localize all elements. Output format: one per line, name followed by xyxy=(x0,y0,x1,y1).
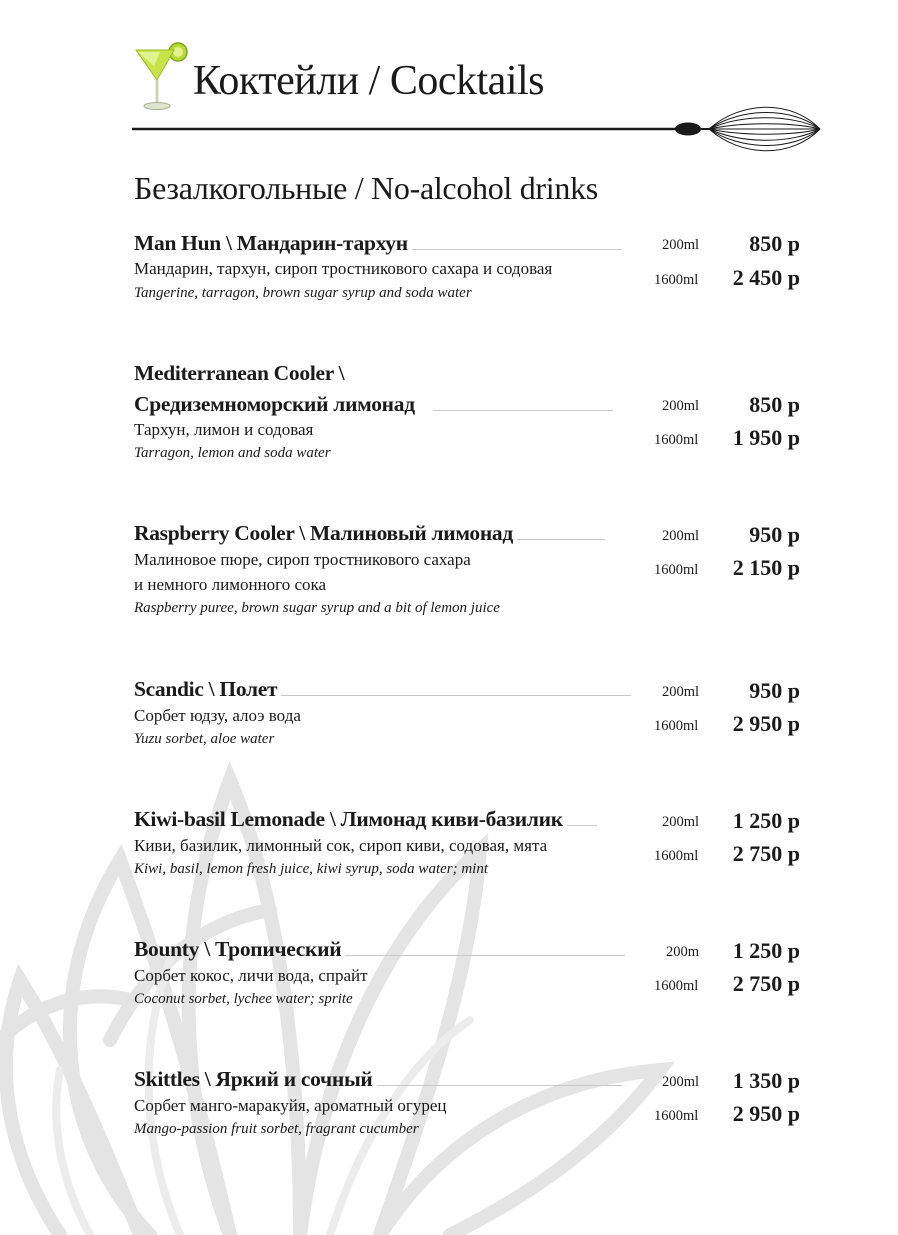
description-en: Kiwi, basil, lemon fresh juice, kiwi syrup, soda water; mint xyxy=(134,861,489,877)
price-small: 950 р xyxy=(749,678,800,703)
item-name: Skittles \ Яркий и сочный xyxy=(134,1067,373,1091)
description-en: Raspberry puree, brown sugar syrup and a bit of lemon juice xyxy=(134,600,500,616)
dotted-leader xyxy=(517,539,605,540)
description-ru: Малиновое пюре, сироп тростникового сахара xyxy=(134,550,471,569)
price-small: 1 350 р xyxy=(732,1068,800,1093)
item-name: Man Hun \ Мандарин-тархун xyxy=(134,231,408,255)
whisk-icon xyxy=(675,107,820,151)
description-en: Tarragon, lemon and soda water xyxy=(134,445,331,461)
whisk-divider xyxy=(132,104,822,154)
price-small: 850 р xyxy=(749,392,800,417)
volume-small: 200ml xyxy=(662,1074,700,1090)
page-title: Коктейли / Cocktails xyxy=(193,58,544,104)
item-name-line1: Mediterranean Cooler \ xyxy=(134,361,345,385)
price-small: 1 250 р xyxy=(732,938,800,963)
dotted-leader xyxy=(345,955,625,956)
description-en: Coconut sorbet, lychee water; sprite xyxy=(134,991,353,1007)
description-ru: Сорбет юдзу, алоэ вода xyxy=(134,706,301,725)
volume-large: 1600ml xyxy=(654,978,699,994)
price-large: 2 750 р xyxy=(732,971,800,996)
price-large: 2 950 р xyxy=(732,1101,800,1126)
volume-small: 200m xyxy=(666,944,700,960)
description-ru: Мандарин, тархун, сироп тростникового сахара и содовая xyxy=(134,259,553,278)
dotted-leader xyxy=(433,410,613,411)
dotted-leader xyxy=(567,825,597,826)
section-title: Безалкогольные / No-alcohol drinks xyxy=(134,170,598,206)
item-name: Средиземноморский лимонад xyxy=(134,392,415,416)
price-large: 1 950 р xyxy=(732,425,800,450)
description-en: Mango-passion fruit sorbet, fragrant cucumber xyxy=(134,1121,419,1137)
dotted-leader xyxy=(281,695,631,696)
price-small: 950 р xyxy=(749,522,800,547)
item-name: Bounty \ Тропический xyxy=(134,937,342,961)
description-ru: Тархун, лимон и содовая xyxy=(134,420,314,439)
volume-large: 1600ml xyxy=(654,562,699,578)
volume-large: 1600ml xyxy=(654,718,699,734)
price-large: 2 150 р xyxy=(732,555,800,580)
volume-small: 200ml xyxy=(662,684,700,700)
price-small: 850 р xyxy=(749,231,800,256)
volume-small: 200ml xyxy=(662,398,700,414)
volume-large: 1600ml xyxy=(654,272,699,288)
description-ru-line2: и немного лимонного сока xyxy=(134,575,327,594)
price-large: 2 750 р xyxy=(732,841,800,866)
volume-large: 1600ml xyxy=(654,432,699,448)
dotted-leader xyxy=(377,1085,622,1086)
volume-large: 1600ml xyxy=(654,1108,699,1124)
volume-large: 1600ml xyxy=(654,848,699,864)
price-large: 2 450 р xyxy=(732,265,800,290)
dotted-leader xyxy=(412,249,622,250)
description-ru: Сорбет кокос, личи вода, спрайт xyxy=(134,966,368,985)
cocktail-glass-icon xyxy=(130,40,188,114)
price-small: 1 250 р xyxy=(732,808,800,833)
description-en: Yuzu sorbet, aloe water xyxy=(134,731,275,747)
item-name: Scandic \ Полет xyxy=(134,677,278,701)
item-name: Raspberry Cooler \ Малиновый лимонад xyxy=(134,521,513,545)
volume-small: 200ml xyxy=(662,814,700,830)
description-ru: Сорбет манго-маракуйя, ароматный огурец xyxy=(134,1096,447,1115)
volume-small: 200ml xyxy=(662,237,700,253)
price-large: 2 950 р xyxy=(732,711,800,736)
volume-small: 200ml xyxy=(662,528,700,544)
description-en: Tangerine, tarragon, brown sugar syrup and soda water xyxy=(134,285,472,301)
item-name: Kiwi-basil Lemonade \ Лимонад киви-базилик xyxy=(134,807,563,831)
description-ru: Киви, базилик, лимонный сок, сироп киви, содовая, мята xyxy=(134,836,548,855)
